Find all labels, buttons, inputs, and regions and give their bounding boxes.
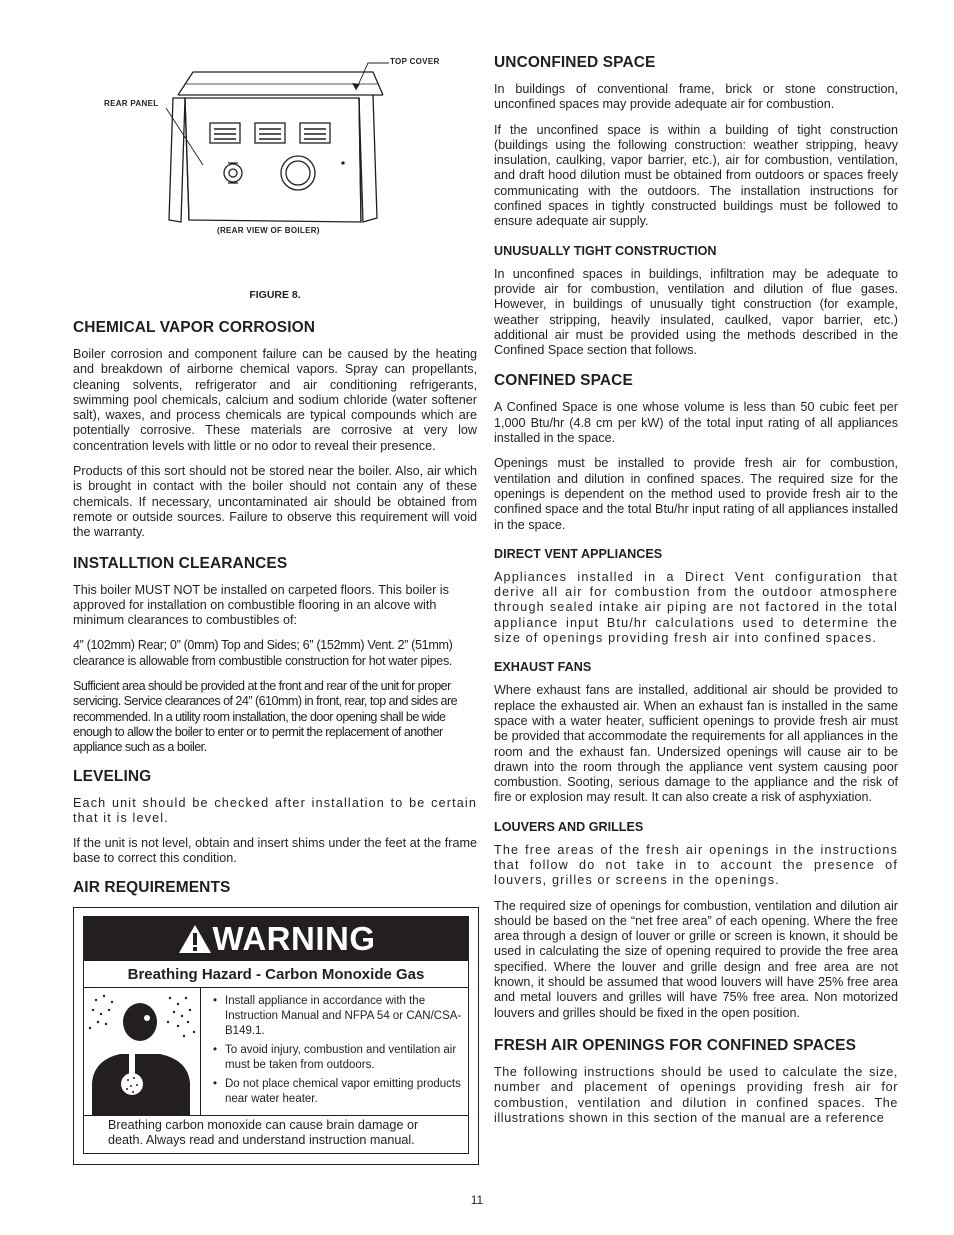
fresh-air-heading: FRESH AIR OPENINGS FOR CONFINED SPACES (494, 1036, 857, 1054)
direct-vent-p1: Appliances installed in a Direct Vent configuration that derive all air for combustion from the outdoor atmosphere through sealed intake air piping are not factored in the total appliance input Btu/hr calculations used to determine the size of openings providing fresh air into confined spaces. (494, 569, 898, 646)
warning-box (73, 907, 479, 1165)
exhaust-heading: EXHAUST FANS (494, 660, 592, 675)
warning-bullet: • To avoid injury, combustion and ventilation air must be taken from outdoors. (213, 1043, 468, 1073)
tight-p1: In unconfined spaces in buildings, infiltration may be adequate to provide air for combustion, ventilation and dilution of flue gases. However, in buildings of unusually tight construction (for example, weather stripping, heavily insulated, caulked, vapor barrier, etc.) additional air must be provided using the methods described in the Confined Space section that follows. (494, 266, 898, 358)
rear-panel-label: REAR PANEL (104, 99, 159, 108)
leveling-p1: Each unit should be checked after installation to be certain that it is level. (73, 795, 477, 825)
clearances-heading: INSTALLTION CLEARANCES (73, 554, 288, 572)
warning-triangle-icon (177, 923, 213, 955)
confined-heading: CONFINED SPACE (494, 372, 633, 390)
clearances-p2: 4” (102mm) Rear; 0” (0mm) Top and Sides; 6” (152mm) Vent. 2” (51mm) clearance is allowable from combustible construction for hot water pipes. (73, 638, 453, 668)
warning-bullet: • Do not place chemical vapor emitting products near water heater. (213, 1077, 468, 1107)
confined-p2: Openings must be installed to provide fresh air for combustion, ventilation and dilution in confined spaces. The required size for the openings is dependent on the method used to provide fresh air to the confined space and the total Btu/hr input rating of all appliances installed in the space. (494, 456, 898, 532)
warning-subtitle: Breathing Hazard - Carbon Monoxide Gas (84, 961, 468, 988)
warning-panel (83, 916, 469, 1154)
warning-pictogram (84, 988, 201, 1115)
leveling-heading: LEVELING (73, 767, 152, 785)
confined-p1: A Confined Space is one whose volume is less than 50 cubic feet per 1,000 Btu/hr (4.8 cm per kW) of the total input rating of all appliances installed in the space. (494, 400, 898, 446)
warning-footer: Breathing carbon monoxide can cause brain damage or death. Always read and understand instruction manual. (108, 1117, 419, 1148)
boiler-figure (73, 50, 477, 285)
page-number: 11 (470, 1193, 484, 1207)
warning-bullet: • Install appliance in accordance with the Instruction Manual and NFPA 54 or CAN/CSA-B149.1. (213, 994, 468, 1039)
warning-bullet-list (201, 988, 468, 1115)
fresh-air-p1: The following instructions should be used to calculate the size, number and placement of openings providing fresh air for combustion, ventilation and dilution in confined spaces. The illustrations shown in this section of the manual are a reference (494, 1064, 898, 1125)
boiler-rear-view-illustration (73, 50, 477, 285)
chemical-p1: Boiler corrosion and component failure can be caused by the heating and breakdown of airborne chemical vapors. Spray can propellants, cleaning solvents, refrigerator and air conditioning refrigerants, swimming pool chemicals, calcium and sodium chloride (water softener salt), waxes, and process chemicals are typical compounds which are potentially corrosive. These materials are corrosive at very low concentration levels with little or no odor to reveal their presence. (73, 347, 477, 453)
carbon-monoxide-hazard-icon (84, 988, 200, 1115)
top-cover-label: TOP COVER (390, 57, 440, 66)
left-column (73, 50, 477, 1165)
warning-title: WARNING (212, 919, 376, 957)
tight-heading: UNUSUALLY TIGHT CONSTRUCTION (494, 243, 717, 258)
direct-vent-heading: DIRECT VENT APPLIANCES (494, 546, 663, 561)
chemical-p2: Products of this sort should not be stored near the boiler. Also, air which is brought in contact with the boiler should not contain any of these chemicals. If necessary, uncontaminated air should be obtained from remote or outside sources. Failure to observe this requirement will void the warranty. (73, 464, 477, 540)
clearances-p3: Sufficient area should be provided at the front and rear of the unit for proper servicing. Service clearances of 24” (610mm) in front, rear, top and sides are recommended. In a utility room installation, the door opening shall be wide enough to allow the boiler to enter or to permit the replacement of another appliance such as a boiler. (73, 679, 458, 755)
figure-caption: FIGURE 8. (249, 289, 301, 301)
air-heading: AIR REQUIREMENTS (73, 878, 231, 896)
leveling-p2: If the unit is not level, obtain and insert shims under the feet at the frame base to correct this condition. (73, 836, 477, 866)
louvers-p2: The required size of openings for combustion, ventilation and dilution air should be based on the “net free area” of each opening. Where the free area through a design of louver or grille or screen is known, it should be used in calculating the size of opening required to provide the free area specified. Where the louver and grille design and free area are not known, it should be assumed that wood louvers will have 25% free area and metal louvers and grilles will have 75% free area. Non motorized louvers and grilles should be fixed in the open position. (494, 898, 898, 1020)
clearances-p1: This boiler MUST NOT be installed on carpeted floors. This boiler is approved for installation on combustible flooring in an alcove with minimum clearances to combustibles of: (73, 582, 449, 628)
warning-banner (84, 917, 468, 961)
warning-body (84, 988, 468, 1116)
exhaust-p1: Where exhaust fans are installed, additional air should be provided to replace the exhausted air. When an exhaust fan is installed in the same space with a water heater, sufficient openings to provide fresh air must be provided that accommodate the requirements for all appliances in the room and the exhaust fan. Undersized openings will cause air to be drawn into the room through the appliance vent system causing poor combustion. Sooting, serious damage to the appliance and the risk of fire or explosion may result. It can also create a risk of asphyxiation. (494, 683, 898, 805)
louvers-p1: The free areas of the fresh air openings in the instructions that follow do not take in to account the presence of louvers, grilles or screens in the openings. (494, 842, 898, 888)
right-column (494, 50, 898, 1136)
louvers-heading: LOUVERS AND GRILLES (494, 819, 644, 834)
unconfined-heading: UNCONFINED SPACE (494, 54, 656, 71)
rear-view-label: (REAR VIEW OF BOILER) (217, 226, 320, 235)
unconfined-p1: In buildings of conventional frame, brick or stone construction, unconfined spaces may provide adequate air for combustion. (494, 82, 898, 112)
unconfined-p2: If the unconfined space is within a building of tight construction (buildings using the following construction: weather stripping, heavy insulation, caulking, vapor barrier, etc.), air for combustion, ventilation, and draft hood dilution must be obtained from outdoors or spaces freely communicating with the outdoors. The installation instructions for confined spaces in tightly constructed buildings must be followed to ensure adequate air supply. (494, 122, 898, 229)
chemical-heading: CHEMICAL VAPOR CORROSION (73, 319, 316, 336)
